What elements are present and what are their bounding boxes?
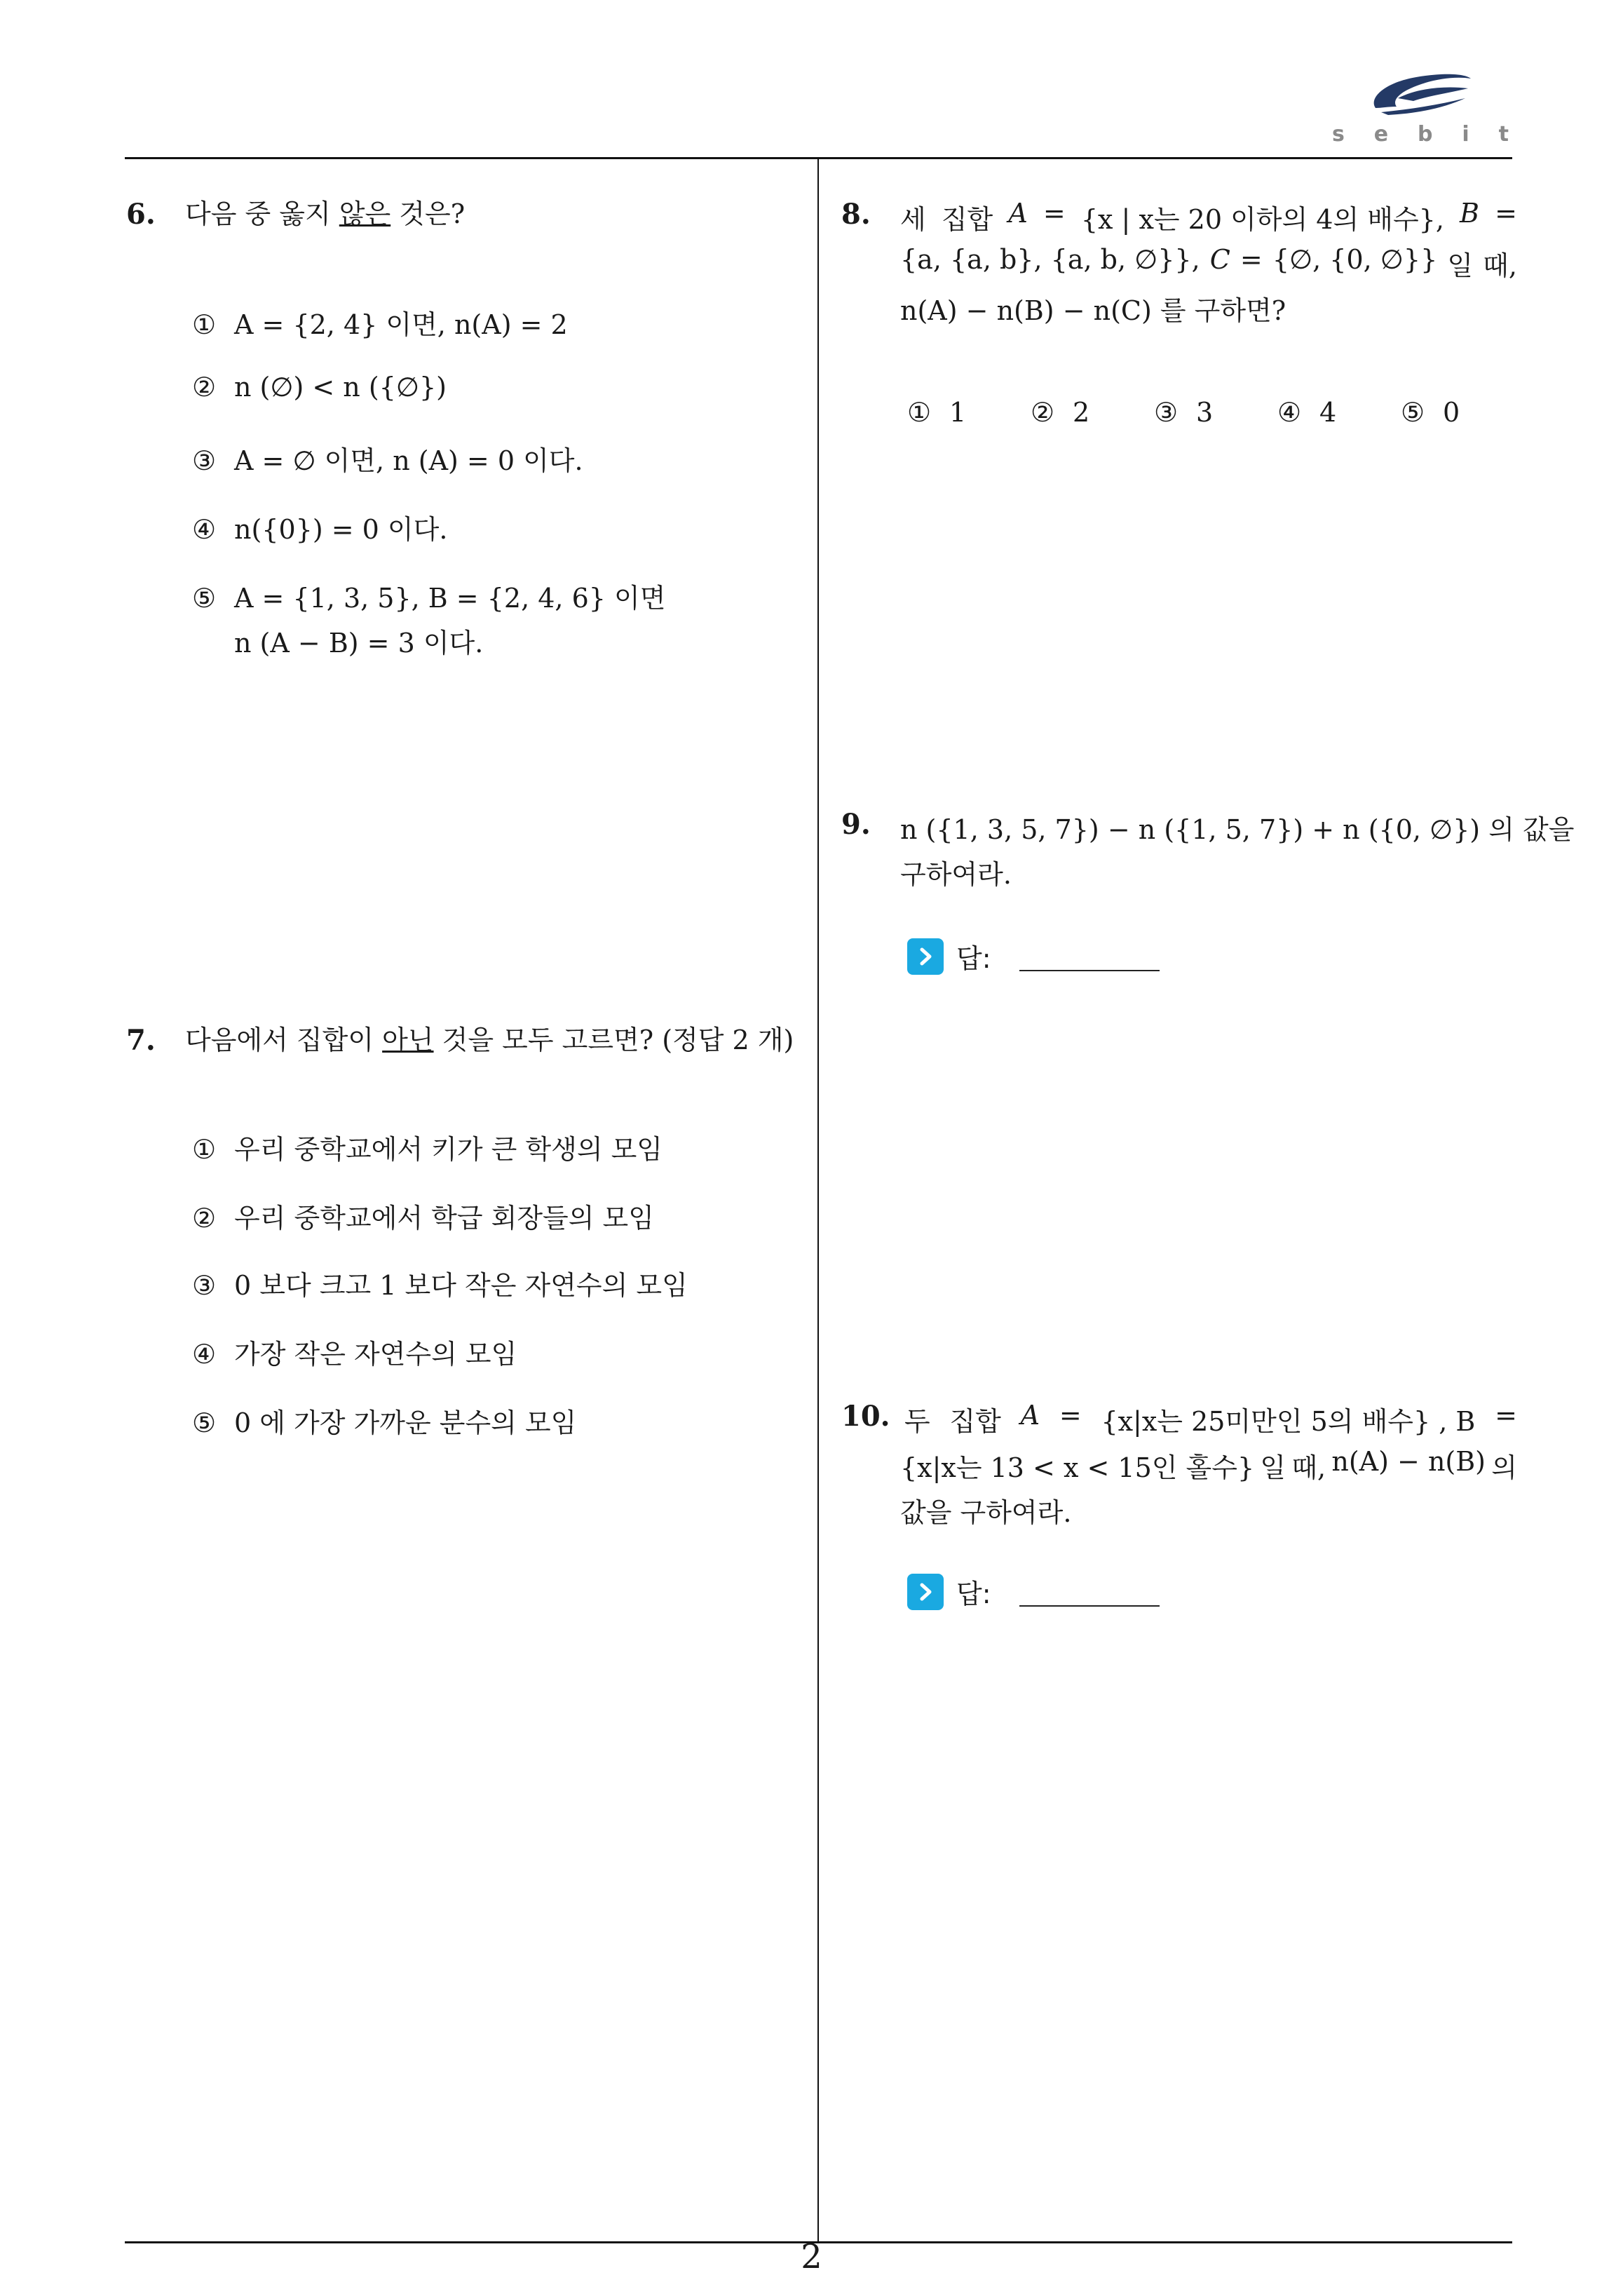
choice-4[interactable]: ④ n({0}) = 0 이다. — [192, 514, 448, 545]
choice-2[interactable]: ② n (∅) < n ({∅}) — [192, 372, 447, 403]
question-stem-line-3: 값을 구하여라. — [900, 1497, 1072, 1528]
choice-1[interactable]: ① 1 — [907, 397, 967, 428]
choice-1[interactable]: ① A = {2, 4} 이면, n(A) = 2 — [192, 309, 568, 340]
logo-letter: b — [1418, 122, 1433, 147]
question-stem-line-2: 구하여라. — [900, 859, 1012, 890]
question-stem-line-2: {x|x는 13 < x < 15인 홀수} 일 때, n(A) − n(B) 의 — [900, 1446, 1517, 1483]
arrow-right-icon — [907, 1574, 944, 1610]
question-number: 7. — [126, 1024, 156, 1057]
question-number: 10. — [841, 1400, 890, 1433]
question-number: 6. — [126, 198, 156, 231]
emphasis-underline: 아닌 — [382, 1025, 434, 1055]
logo-letter: i — [1462, 122, 1469, 147]
question-stem-line-3: n(A) − n(B) − n(C) 를 구하면? — [900, 295, 1286, 326]
choice-3[interactable]: ③ A = ∅ 이면, n (A) = 0 이다. — [192, 445, 583, 476]
answer-blank[interactable] — [1019, 942, 1160, 971]
answer-label: 답: — [956, 943, 991, 974]
question-stem-line-1: 세 집합 A = {x | x는 20 이하의 4의 배수}, B = — [900, 198, 1517, 235]
question-stem-line-2: {a, {a, b}, {a, b, ∅}}, C = {∅, {0, ∅}} 일 때, — [900, 244, 1517, 281]
question-stem-line-1: 두 집합 A = {x|x는 25미만인 5의 배수} , B = — [904, 1400, 1517, 1437]
choice-5[interactable]: ⑤ 0 — [1401, 397, 1460, 428]
choice-2[interactable]: ② 우리 중학교에서 학급 회장들의 모임 — [192, 1203, 654, 1234]
column-divider — [817, 158, 819, 2243]
choice-4[interactable]: ④ 가장 작은 자연수의 모임 — [192, 1339, 517, 1370]
logo-letter: t — [1498, 122, 1509, 147]
answer-field[interactable] — [907, 1572, 1160, 1611]
question-number: 9. — [841, 808, 871, 841]
choice-5[interactable]: ⑤ A = {1, 3, 5}, B = {2, 4, 6} 이면 — [192, 583, 666, 614]
choice-4[interactable]: ④ 4 — [1277, 397, 1337, 428]
sebit-logo-text — [1332, 122, 1509, 147]
question-stem: 다음에서 집합이 아닌 것을 모두 고르면? (정답 2 개) — [185, 1025, 794, 1055]
logo-letter: e — [1373, 122, 1389, 147]
choice-2[interactable]: ② 2 — [1031, 397, 1090, 428]
emphasis-underline: 않은 — [339, 198, 391, 229]
question-stem: 다음 중 옳지 않은 것은? — [185, 198, 466, 229]
question-stem-line-1: n ({1, 3, 5, 7}) − n ({1, 5, 7}) + n ({0, ∅}) 의 값을 — [900, 814, 1575, 845]
sebit-logo-mark — [1367, 67, 1472, 118]
choice-1[interactable]: ① 우리 중학교에서 키가 큰 학생의 모임 — [192, 1134, 663, 1165]
choice-3[interactable]: ③ 0 보다 크고 1 보다 작은 자연수의 모임 — [192, 1270, 688, 1301]
answer-blank[interactable] — [1019, 1577, 1160, 1607]
logo-letter: s — [1332, 122, 1345, 147]
arrow-right-icon — [907, 938, 944, 975]
choice-5-continuation: n (A − B) = 3 이다. — [234, 628, 484, 659]
choice-5[interactable]: ⑤ 0 에 가장 가까운 분수의 모임 — [192, 1407, 577, 1438]
answer-label: 답: — [956, 1579, 991, 1609]
choice-3[interactable]: ③ 3 — [1154, 397, 1214, 428]
page-number: 2 — [801, 2237, 822, 2276]
question-number: 8. — [841, 198, 871, 231]
answer-field[interactable] — [907, 937, 1160, 975]
